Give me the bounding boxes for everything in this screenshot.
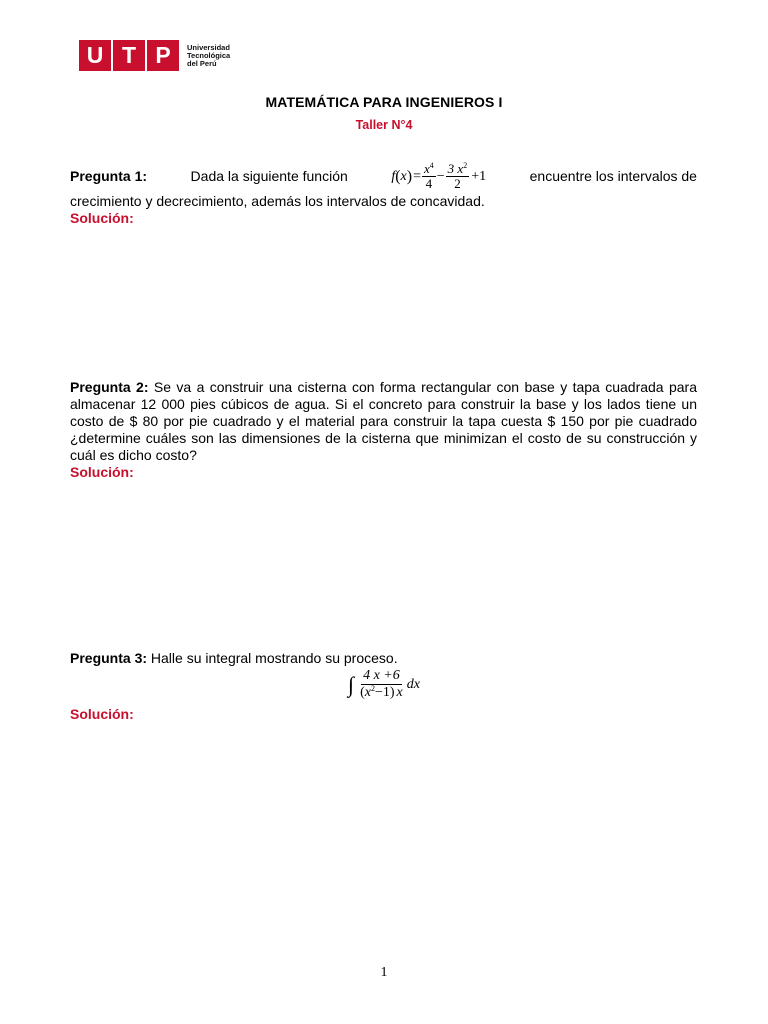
logo-letter-u: U [79,40,111,71]
formula-eq: = [413,168,421,184]
logo-line-2: Tecnológica [187,50,231,60]
question-2-text: Se va a construir una cisterna con forma rectangular con base y tapa cuadrada para almacenar 12 000 pies cúbicos de agua. Si el concreto para construir la base y los lados tiene un costo de $ 80 por pie cuadrado y el material para construir la tapa cuesta $ 150 por pie cuadrado ¿determine cuáles son las dimensiones de la cisterna que minimizan el costo de su construcción y cuál es dicho costo? [70,379,698,463]
den-x2: x [396,685,403,700]
question-1-text-before: Dada la siguiente función [190,167,348,184]
integral-denominator [358,685,405,701]
logo-university-name [187,44,230,68]
den-x: x [364,685,371,700]
formula-plus-one: +1 [471,168,487,184]
term-2-num: 3 x [447,160,464,176]
logo-letter-t: T [113,40,145,71]
question-2 [70,379,697,464]
den-open-paren: ( [360,685,365,700]
term-1-den: 4 [425,175,433,191]
document-title: MATEMÁTICA PARA INGENIEROS I [265,94,503,110]
integral-dx: dx [406,676,420,692]
logo-letter-p: P [147,40,179,71]
formula-arg: x [400,168,407,184]
term-1-num: x [423,160,430,176]
formula-f: f [391,168,396,184]
integral-numerator [361,668,402,685]
question-1-text-after: encuentre los intervalos de [529,167,697,184]
question-1 [70,158,697,227]
question-1-solution-label: Solución: [70,210,134,226]
logo-letter-blocks [79,40,179,71]
question-1-line-1 [70,158,697,194]
question-1-formula: f ( x ) = $\frac{x^4}{4}$ − $\frac{3 x^2}{2}$ +1 [391,160,487,191]
formula-term-2 [446,162,470,191]
question-3 [70,650,697,667]
den-exp: 2 [370,684,375,693]
page-number: 1 [380,965,388,980]
term-2-den: 2 [454,175,461,191]
formula-term-1 [422,162,436,191]
formula-minus: − [436,168,445,184]
integral-sign: ∫ [348,671,355,697]
utp-logo [79,40,230,71]
logo-line-1: Universidad [187,42,230,52]
question-2-solution-label: Solución: [70,464,134,480]
den-rest: −1 [374,685,390,700]
integral-num-text: 4 x +6 [363,668,400,683]
question-1-line-2: crecimiento y decrecimiento, además los intervalos de concavidad. [70,193,485,209]
question-3-label: Pregunta 3: [70,650,148,666]
den-close-paren: ) [389,685,395,700]
question-1-label: Pregunta 1: [70,167,148,184]
question-3-solution-label: Solución: [70,706,134,722]
logo-line-3: del Perú [187,58,217,68]
term-1-exp: 4 [429,160,434,170]
term-2-exp: 2 [463,160,468,170]
integral-fraction [358,668,405,701]
question-3-integral [0,668,768,701]
question-2-label: Pregunta 2: [70,379,149,395]
question-3-text: Halle su integral mostrando su proceso. [150,650,398,666]
document-subtitle: Taller N°4 [355,118,413,132]
